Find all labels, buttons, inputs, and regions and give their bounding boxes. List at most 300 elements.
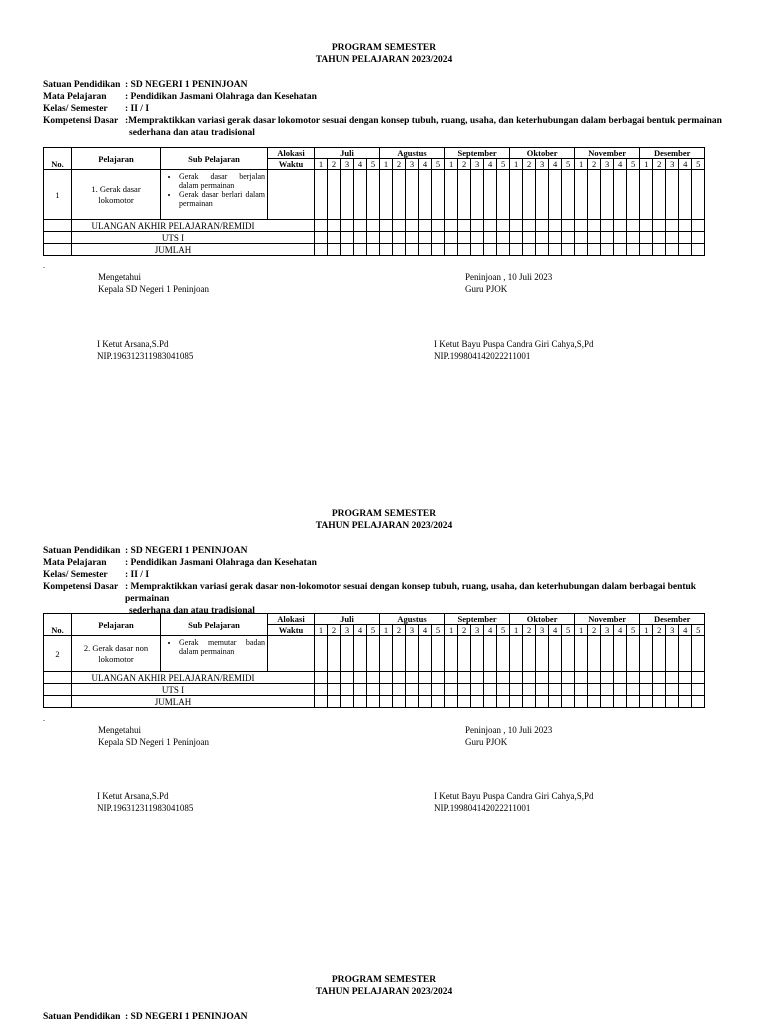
document-subtitle: TAHUN PELAJARAN 2023/2024	[315, 521, 453, 531]
week-cell	[484, 244, 497, 256]
week-cell	[341, 696, 354, 708]
week-number: 5	[497, 625, 510, 636]
week-cell	[549, 636, 562, 672]
week-cell	[419, 170, 432, 220]
summary-label: ULANGAN AKHIR PELAJARAN/REMIDI	[72, 672, 315, 684]
week-cell	[588, 696, 601, 708]
place-date-text: Peninjoan , 10 Juli 2023	[465, 725, 553, 735]
week-number: 4	[614, 159, 627, 170]
week-cell	[393, 170, 406, 220]
week-cell	[562, 696, 575, 708]
week-cell	[640, 232, 653, 244]
week-number: 2	[588, 159, 601, 170]
week-cell	[315, 696, 328, 708]
week-cell	[575, 232, 588, 244]
mapel-label: Mata Pelajaran	[43, 558, 107, 568]
week-number: 3	[406, 159, 419, 170]
week-cell	[510, 672, 523, 684]
week-cell	[627, 170, 640, 220]
kd-label: Kompetensi Dasar	[43, 116, 119, 126]
week-cell	[549, 696, 562, 708]
week-number: 3	[536, 625, 549, 636]
week-cell	[614, 636, 627, 672]
week-cell	[341, 684, 354, 696]
week-cell	[354, 170, 367, 220]
week-cell	[536, 636, 549, 672]
week-cell	[497, 684, 510, 696]
sub-pelajaran-cell	[161, 170, 268, 220]
week-cell	[419, 244, 432, 256]
col-header-no: No.	[44, 148, 72, 170]
week-cell	[497, 636, 510, 672]
week-number: 2	[393, 159, 406, 170]
week-cell	[653, 636, 666, 672]
week-cell	[549, 232, 562, 244]
month-header: Agustus	[380, 614, 445, 625]
week-cell	[497, 232, 510, 244]
week-cell	[627, 220, 640, 232]
guru-name: I Ketut Bayu Puspa Candra Giri Cahya,S,Pd	[434, 339, 594, 349]
week-cell	[406, 232, 419, 244]
month-header: November	[575, 148, 640, 159]
col-header-waktu: Waktu	[268, 159, 315, 170]
week-cell	[315, 232, 328, 244]
week-cell	[458, 232, 471, 244]
week-cell	[458, 244, 471, 256]
week-number: 1	[640, 159, 653, 170]
week-cell	[536, 684, 549, 696]
week-cell	[640, 170, 653, 220]
kd-value	[125, 115, 730, 139]
week-cell	[549, 170, 562, 220]
right-signature-2	[465, 724, 552, 748]
week-cell	[653, 672, 666, 684]
week-cell	[328, 220, 341, 232]
week-cell	[445, 232, 458, 244]
week-cell	[471, 220, 484, 232]
week-cell	[458, 672, 471, 684]
mapel-value: : Pendidikan Jasmani Olahraga dan Kesehatan	[125, 92, 317, 102]
week-cell	[380, 232, 393, 244]
week-cell	[380, 244, 393, 256]
week-cell	[627, 672, 640, 684]
summary-label: JUMLAH	[72, 696, 315, 708]
week-cell	[484, 232, 497, 244]
week-number: 5	[432, 159, 445, 170]
month-header: Agustus	[380, 148, 445, 159]
week-cell	[666, 672, 679, 684]
week-cell	[367, 170, 380, 220]
week-number: 1	[380, 159, 393, 170]
week-number: 4	[549, 159, 562, 170]
week-cell	[432, 696, 445, 708]
week-cell	[627, 232, 640, 244]
week-cell	[393, 636, 406, 672]
satuan-value: : SD NEGERI 1 PENINJOAN	[125, 80, 248, 90]
week-number: 3	[666, 159, 679, 170]
sub-pelajaran-item: • Gerak dasar berlari dalam permainan	[179, 190, 265, 208]
week-cell	[471, 232, 484, 244]
week-cell	[393, 672, 406, 684]
week-cell	[601, 232, 614, 244]
col-header-sub-pelajaran: Sub Pelajaran	[161, 148, 268, 170]
mapel-label: Mata Pelajaran	[43, 92, 107, 102]
week-cell	[653, 684, 666, 696]
week-cell	[523, 696, 536, 708]
week-cell	[458, 636, 471, 672]
satuan-label: Satuan Pendidikan	[43, 80, 121, 90]
week-cell	[341, 232, 354, 244]
week-number: 3	[536, 159, 549, 170]
mengetahui-text: Mengetahui	[98, 272, 141, 282]
program-table-1	[43, 147, 705, 256]
week-number: 1	[380, 625, 393, 636]
week-cell	[536, 672, 549, 684]
week-number: 5	[627, 159, 640, 170]
week-number: 2	[653, 159, 666, 170]
info-block	[0, 1011, 768, 1023]
week-cell	[575, 170, 588, 220]
kd-text-cont: sederhana dan atau tradisional	[129, 606, 255, 616]
right-signer-1	[434, 338, 593, 362]
row-number: 1	[44, 170, 72, 220]
week-cell	[601, 672, 614, 684]
week-cell	[432, 232, 445, 244]
week-number: 1	[640, 625, 653, 636]
week-cell	[627, 684, 640, 696]
week-cell	[354, 220, 367, 232]
col-header-pelajaran: Pelajaran	[72, 614, 161, 636]
document-title: PROGRAM SEMESTER	[331, 509, 437, 519]
sub-pelajaran-item: • Gerak memutar badan dalam permainan	[179, 638, 265, 656]
week-cell	[692, 244, 705, 256]
week-cell	[484, 696, 497, 708]
mapel-value: : Pendidikan Jasmani Olahraga dan Kesehatan	[125, 558, 317, 568]
week-cell	[588, 672, 601, 684]
week-number: 4	[354, 625, 367, 636]
left-signer-2	[97, 790, 193, 814]
week-cell	[627, 636, 640, 672]
week-cell	[692, 684, 705, 696]
document-subtitle: TAHUN PELAJARAN 2023/2024	[315, 987, 453, 997]
week-cell	[406, 170, 419, 220]
left-signature-2	[98, 724, 209, 748]
week-cell	[523, 220, 536, 232]
week-cell	[614, 170, 627, 220]
week-cell	[419, 220, 432, 232]
week-cell	[536, 170, 549, 220]
week-cell	[692, 220, 705, 232]
week-cell	[510, 244, 523, 256]
week-number: 1	[575, 159, 588, 170]
week-cell	[575, 696, 588, 708]
week-cell	[627, 696, 640, 708]
week-cell	[393, 696, 406, 708]
week-number: 2	[588, 625, 601, 636]
month-header: Desember	[640, 614, 705, 625]
program-semester-section-3	[0, 974, 768, 1023]
week-cell	[315, 170, 328, 220]
week-cell	[471, 244, 484, 256]
week-cell	[510, 696, 523, 708]
week-cell	[653, 244, 666, 256]
week-number: 4	[549, 625, 562, 636]
week-number: 1	[510, 625, 523, 636]
week-cell	[328, 170, 341, 220]
week-cell	[458, 220, 471, 232]
satuan-label: Satuan Pendidikan	[43, 1012, 121, 1022]
week-cell	[328, 232, 341, 244]
week-cell	[601, 696, 614, 708]
week-number: 5	[562, 625, 575, 636]
info-block	[0, 79, 768, 139]
kepala-text: Kepala SD Negeri 1 Peninjoan	[98, 737, 209, 747]
week-cell	[328, 672, 341, 684]
alokasi-cell	[268, 170, 315, 220]
week-cell	[653, 696, 666, 708]
week-number: 5	[692, 159, 705, 170]
pelajaran-cell: 1. Gerak dasar lokomotor	[72, 170, 161, 220]
left-signer-1	[97, 338, 193, 362]
week-cell	[575, 244, 588, 256]
week-cell	[679, 170, 692, 220]
empty-cell	[44, 672, 72, 684]
week-number: 3	[341, 625, 354, 636]
week-number: 1	[315, 159, 328, 170]
document-title: PROGRAM SEMESTER	[331, 43, 437, 53]
week-cell	[393, 244, 406, 256]
week-number: 1	[575, 625, 588, 636]
week-cell	[432, 244, 445, 256]
week-cell	[549, 672, 562, 684]
week-cell	[367, 220, 380, 232]
week-cell	[497, 696, 510, 708]
week-cell	[588, 636, 601, 672]
week-cell	[380, 170, 393, 220]
week-cell	[666, 232, 679, 244]
kd-text: :Mempraktikkan variasi gerak dasar lokomotor sesuai dengan konsep tubuh, ruang, usaha, dan keterhubungan dalam berbagai bentuk permainan	[125, 116, 722, 126]
week-cell	[653, 220, 666, 232]
week-cell	[666, 244, 679, 256]
week-cell	[354, 636, 367, 672]
guru-nip: NIP.199804142022211001	[434, 351, 531, 361]
week-cell	[445, 684, 458, 696]
week-cell	[679, 636, 692, 672]
week-cell	[523, 684, 536, 696]
empty-cell	[44, 220, 72, 232]
week-cell	[328, 636, 341, 672]
guru-nip: NIP.199804142022211001	[434, 803, 531, 813]
col-header-waktu: Waktu	[268, 625, 315, 636]
kd-label: Kompetensi Dasar	[43, 582, 119, 592]
satuan-label: Satuan Pendidikan	[43, 546, 121, 556]
week-cell	[575, 636, 588, 672]
satuan-value: : SD NEGERI 1 PENINJOAN	[125, 1012, 248, 1022]
week-cell	[679, 220, 692, 232]
week-cell	[419, 232, 432, 244]
dot-mark: .	[43, 261, 45, 270]
kepala-name: I Ketut Arsana,S.Pd	[97, 791, 169, 801]
week-cell	[640, 636, 653, 672]
month-header: Juli	[315, 148, 380, 159]
week-cell	[354, 696, 367, 708]
week-number: 3	[601, 625, 614, 636]
document-title: PROGRAM SEMESTER	[331, 975, 437, 985]
week-cell	[367, 684, 380, 696]
week-cell	[679, 232, 692, 244]
week-number: 4	[679, 625, 692, 636]
col-header-sub-pelajaran: Sub Pelajaran	[161, 614, 268, 636]
week-cell	[510, 684, 523, 696]
week-cell	[614, 672, 627, 684]
week-cell	[666, 170, 679, 220]
week-cell	[471, 636, 484, 672]
week-cell	[419, 684, 432, 696]
week-cell	[575, 684, 588, 696]
week-cell	[497, 170, 510, 220]
week-cell	[692, 232, 705, 244]
week-number: 4	[419, 159, 432, 170]
week-number: 5	[692, 625, 705, 636]
week-cell	[588, 232, 601, 244]
week-cell	[666, 220, 679, 232]
week-number: 2	[328, 625, 341, 636]
document-subtitle: TAHUN PELAJARAN 2023/2024	[315, 55, 453, 65]
month-header: Desember	[640, 148, 705, 159]
sub-pelajaran-list	[161, 170, 267, 210]
week-cell	[484, 684, 497, 696]
week-cell	[484, 672, 497, 684]
kepala-nip: NIP.196312311983041085	[97, 351, 194, 361]
week-number: 2	[523, 159, 536, 170]
week-number: 4	[614, 625, 627, 636]
week-cell	[536, 220, 549, 232]
week-cell	[354, 672, 367, 684]
week-number: 2	[458, 625, 471, 636]
sub-pelajaran-list	[161, 636, 267, 658]
week-cell	[601, 220, 614, 232]
week-cell	[406, 672, 419, 684]
week-number: 4	[354, 159, 367, 170]
week-number: 2	[653, 625, 666, 636]
week-cell	[471, 696, 484, 708]
week-cell	[562, 220, 575, 232]
week-cell	[601, 244, 614, 256]
left-signature-1	[98, 271, 209, 295]
week-cell	[315, 220, 328, 232]
week-cell	[367, 696, 380, 708]
week-number: 3	[406, 625, 419, 636]
kelas-value: : II / I	[125, 104, 150, 114]
week-cell	[354, 684, 367, 696]
week-cell	[536, 244, 549, 256]
week-cell	[445, 696, 458, 708]
program-table-2	[43, 613, 705, 708]
week-cell	[471, 684, 484, 696]
week-cell	[315, 244, 328, 256]
week-cell	[393, 220, 406, 232]
week-number: 1	[445, 159, 458, 170]
week-cell	[367, 232, 380, 244]
week-cell	[445, 170, 458, 220]
kepala-text: Kepala SD Negeri 1 Peninjoan	[98, 284, 209, 294]
week-number: 3	[341, 159, 354, 170]
week-cell	[419, 672, 432, 684]
week-cell	[601, 684, 614, 696]
week-cell	[562, 244, 575, 256]
week-cell	[562, 636, 575, 672]
week-cell	[666, 696, 679, 708]
dot-mark: .	[43, 714, 45, 723]
week-cell	[510, 636, 523, 672]
week-cell	[445, 244, 458, 256]
week-cell	[523, 170, 536, 220]
week-cell	[354, 232, 367, 244]
week-cell	[562, 232, 575, 244]
week-cell	[601, 170, 614, 220]
empty-cell	[44, 684, 72, 696]
week-cell	[341, 672, 354, 684]
week-number: 4	[484, 625, 497, 636]
week-cell	[471, 170, 484, 220]
summary-label: UTS I	[72, 684, 315, 696]
week-cell	[354, 244, 367, 256]
week-cell	[588, 170, 601, 220]
week-cell	[419, 696, 432, 708]
kepala-nip: NIP.196312311983041085	[97, 803, 194, 813]
week-cell	[432, 684, 445, 696]
week-cell	[341, 220, 354, 232]
week-number: 2	[458, 159, 471, 170]
week-cell	[497, 220, 510, 232]
week-cell	[692, 636, 705, 672]
month-header: Juli	[315, 614, 380, 625]
week-cell	[640, 220, 653, 232]
week-cell	[614, 244, 627, 256]
col-header-alokasi: Alokasi	[268, 148, 315, 159]
kd-text-cont: sederhana dan atau tradisional	[129, 128, 255, 138]
sub-pelajaran-cell	[161, 636, 268, 672]
week-cell	[484, 220, 497, 232]
kepala-name: I Ketut Arsana,S.Pd	[97, 339, 169, 349]
kelas-label: Kelas/ Semester	[43, 570, 108, 580]
week-cell	[380, 672, 393, 684]
week-number: 5	[497, 159, 510, 170]
week-cell	[406, 636, 419, 672]
week-number: 5	[562, 159, 575, 170]
guru-text: Guru PJOK	[465, 737, 508, 747]
week-cell	[614, 684, 627, 696]
month-header: Oktober	[510, 148, 575, 159]
week-number: 2	[328, 159, 341, 170]
week-cell	[523, 672, 536, 684]
week-cell	[432, 220, 445, 232]
week-cell	[328, 244, 341, 256]
week-cell	[588, 684, 601, 696]
month-header: September	[445, 614, 510, 625]
week-cell	[679, 672, 692, 684]
week-cell	[484, 170, 497, 220]
row-number: 2	[44, 636, 72, 672]
week-cell	[497, 672, 510, 684]
kelas-label: Kelas/ Semester	[43, 104, 108, 114]
week-cell	[640, 684, 653, 696]
program-semester-section-1	[0, 42, 768, 139]
week-cell	[640, 672, 653, 684]
week-cell	[562, 672, 575, 684]
week-cell	[458, 684, 471, 696]
summary-label: JUMLAH	[72, 244, 315, 256]
